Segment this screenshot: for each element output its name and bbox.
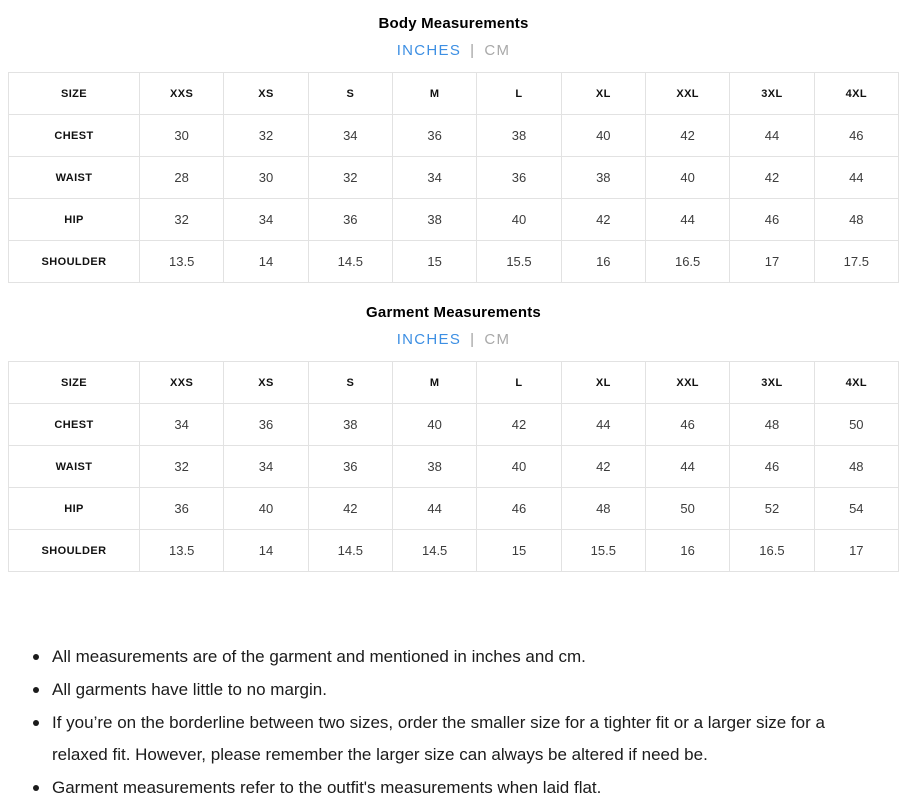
measurement-cell: 46 bbox=[730, 446, 814, 488]
measurement-cell: 54 bbox=[814, 488, 898, 530]
measurement-cell: 46 bbox=[645, 404, 729, 446]
row-label: WAIST bbox=[9, 446, 140, 488]
measurement-cell: 14 bbox=[224, 241, 308, 283]
measurement-cell: 14.5 bbox=[308, 530, 392, 572]
note-item: If you’re on the borderline between two sizes, order the smaller size for a tighter fit or a larger size for a relaxed fit. However, please remember the larger size can always be altered if need be. bbox=[33, 707, 862, 771]
column-header: XXS bbox=[140, 362, 224, 404]
column-header: 3XL bbox=[730, 73, 814, 115]
note-item: All garments have little to no margin. bbox=[33, 674, 862, 706]
measurement-cell: 13.5 bbox=[140, 241, 224, 283]
measurement-cell: 48 bbox=[814, 446, 898, 488]
table-row bbox=[9, 404, 899, 446]
column-header: S bbox=[308, 362, 392, 404]
row-label: SHOULDER bbox=[9, 530, 140, 572]
measurement-cell: 44 bbox=[561, 404, 645, 446]
column-header: XS bbox=[224, 73, 308, 115]
measurement-cell: 34 bbox=[140, 404, 224, 446]
cm-toggle-button[interactable]: CM bbox=[484, 331, 511, 348]
measurement-cell: 42 bbox=[308, 488, 392, 530]
sizing-notes-list bbox=[0, 641, 907, 796]
measurement-cell: 17.5 bbox=[814, 241, 898, 283]
measurement-cell: 50 bbox=[645, 488, 729, 530]
column-header: S bbox=[308, 73, 392, 115]
row-label: CHEST bbox=[9, 115, 140, 157]
table-row bbox=[9, 488, 899, 530]
measurement-cell: 15.5 bbox=[561, 530, 645, 572]
column-header: XS bbox=[224, 362, 308, 404]
measurement-cell: 28 bbox=[140, 157, 224, 199]
column-header: XL bbox=[561, 362, 645, 404]
measurement-cell: 40 bbox=[392, 404, 476, 446]
column-header: M bbox=[392, 73, 476, 115]
measurement-cell: 38 bbox=[477, 115, 561, 157]
measurement-cell: 14 bbox=[224, 530, 308, 572]
table-header-row bbox=[9, 362, 899, 404]
measurement-cell: 32 bbox=[308, 157, 392, 199]
measurement-cell: 46 bbox=[730, 199, 814, 241]
measurement-cell: 34 bbox=[308, 115, 392, 157]
inches-toggle-button[interactable]: INCHES bbox=[396, 42, 462, 59]
measurement-cell: 48 bbox=[730, 404, 814, 446]
row-label: WAIST bbox=[9, 157, 140, 199]
column-header: XL bbox=[561, 73, 645, 115]
measurement-cell: 38 bbox=[392, 446, 476, 488]
column-header: SIZE bbox=[9, 73, 140, 115]
measurement-cell: 36 bbox=[477, 157, 561, 199]
measurement-cell: 34 bbox=[224, 446, 308, 488]
measurement-cell: 44 bbox=[392, 488, 476, 530]
measurement-cell: 32 bbox=[140, 446, 224, 488]
measurement-cell: 34 bbox=[392, 157, 476, 199]
measurement-cell: 46 bbox=[477, 488, 561, 530]
measurement-cell: 40 bbox=[224, 488, 308, 530]
measurement-cell: 32 bbox=[224, 115, 308, 157]
measurement-cell: 40 bbox=[561, 115, 645, 157]
measurement-cell: 36 bbox=[308, 199, 392, 241]
column-header: 4XL bbox=[814, 73, 898, 115]
column-header: SIZE bbox=[9, 362, 140, 404]
column-header: XXS bbox=[140, 73, 224, 115]
measurement-cell: 38 bbox=[561, 157, 645, 199]
measurement-cell: 48 bbox=[561, 488, 645, 530]
measurement-cell: 36 bbox=[308, 446, 392, 488]
units-separator: | bbox=[470, 42, 476, 59]
row-label: HIP bbox=[9, 199, 140, 241]
measurement-cell: 46 bbox=[814, 115, 898, 157]
garment-measurements-table bbox=[8, 361, 899, 572]
measurement-cell: 44 bbox=[814, 157, 898, 199]
body-measurements-section bbox=[0, 15, 907, 283]
measurement-cell: 30 bbox=[224, 157, 308, 199]
measurement-cell: 48 bbox=[814, 199, 898, 241]
measurement-cell: 44 bbox=[730, 115, 814, 157]
measurement-cell: 42 bbox=[477, 404, 561, 446]
units-separator: | bbox=[470, 331, 476, 348]
measurement-cell: 16 bbox=[561, 241, 645, 283]
measurement-cell: 44 bbox=[645, 446, 729, 488]
measurement-cell: 13.5 bbox=[140, 530, 224, 572]
row-label: SHOULDER bbox=[9, 241, 140, 283]
measurement-cell: 14.5 bbox=[308, 241, 392, 283]
column-header: 4XL bbox=[814, 362, 898, 404]
measurement-cell: 32 bbox=[140, 199, 224, 241]
table-header-row bbox=[9, 73, 899, 115]
measurement-cell: 36 bbox=[224, 404, 308, 446]
measurement-cell: 16.5 bbox=[730, 530, 814, 572]
measurement-cell: 42 bbox=[730, 157, 814, 199]
body-measurements-table bbox=[8, 72, 899, 283]
measurement-cell: 40 bbox=[477, 199, 561, 241]
measurement-cell: 17 bbox=[814, 530, 898, 572]
measurement-cell: 17 bbox=[730, 241, 814, 283]
measurement-cell: 15 bbox=[477, 530, 561, 572]
measurement-cell: 38 bbox=[392, 199, 476, 241]
measurement-cell: 15.5 bbox=[477, 241, 561, 283]
section-title-body-measurements: Body Measurements bbox=[378, 15, 529, 32]
inches-toggle-button[interactable]: INCHES bbox=[396, 331, 462, 348]
measurement-cell: 38 bbox=[308, 404, 392, 446]
measurement-cell: 42 bbox=[645, 115, 729, 157]
measurement-cell: 14.5 bbox=[392, 530, 476, 572]
measurement-cell: 16.5 bbox=[645, 241, 729, 283]
table-row bbox=[9, 446, 899, 488]
measurement-cell: 40 bbox=[645, 157, 729, 199]
section-title-garment-measurements: Garment Measurements bbox=[366, 304, 541, 321]
note-item: Garment measurements refer to the outfit's measurements when laid flat. bbox=[33, 772, 862, 796]
measurement-cell: 40 bbox=[477, 446, 561, 488]
column-header: XXL bbox=[645, 73, 729, 115]
measurement-cell: 52 bbox=[730, 488, 814, 530]
measurement-cell: 36 bbox=[140, 488, 224, 530]
measurement-cell: 34 bbox=[224, 199, 308, 241]
measurement-cell: 42 bbox=[561, 446, 645, 488]
garment-measurements-section bbox=[0, 304, 907, 572]
column-header: M bbox=[392, 362, 476, 404]
measurement-cell: 44 bbox=[645, 199, 729, 241]
column-header: XXL bbox=[645, 362, 729, 404]
measurement-cell: 16 bbox=[645, 530, 729, 572]
column-header: L bbox=[477, 362, 561, 404]
measurement-cell: 42 bbox=[561, 199, 645, 241]
units-toggle-body bbox=[0, 42, 907, 59]
row-label: CHEST bbox=[9, 404, 140, 446]
column-header: L bbox=[477, 73, 561, 115]
column-header: 3XL bbox=[730, 362, 814, 404]
note-item: All measurements are of the garment and mentioned in inches and cm. bbox=[33, 641, 862, 673]
measurement-cell: 50 bbox=[814, 404, 898, 446]
table-row bbox=[9, 157, 899, 199]
measurement-cell: 30 bbox=[140, 115, 224, 157]
units-toggle-garment bbox=[0, 331, 907, 348]
table-row bbox=[9, 530, 899, 572]
measurement-cell: 15 bbox=[392, 241, 476, 283]
measurement-cell: 36 bbox=[392, 115, 476, 157]
table-row bbox=[9, 115, 899, 157]
row-label: HIP bbox=[9, 488, 140, 530]
table-row bbox=[9, 241, 899, 283]
table-row bbox=[9, 199, 899, 241]
cm-toggle-button[interactable]: CM bbox=[484, 42, 511, 59]
